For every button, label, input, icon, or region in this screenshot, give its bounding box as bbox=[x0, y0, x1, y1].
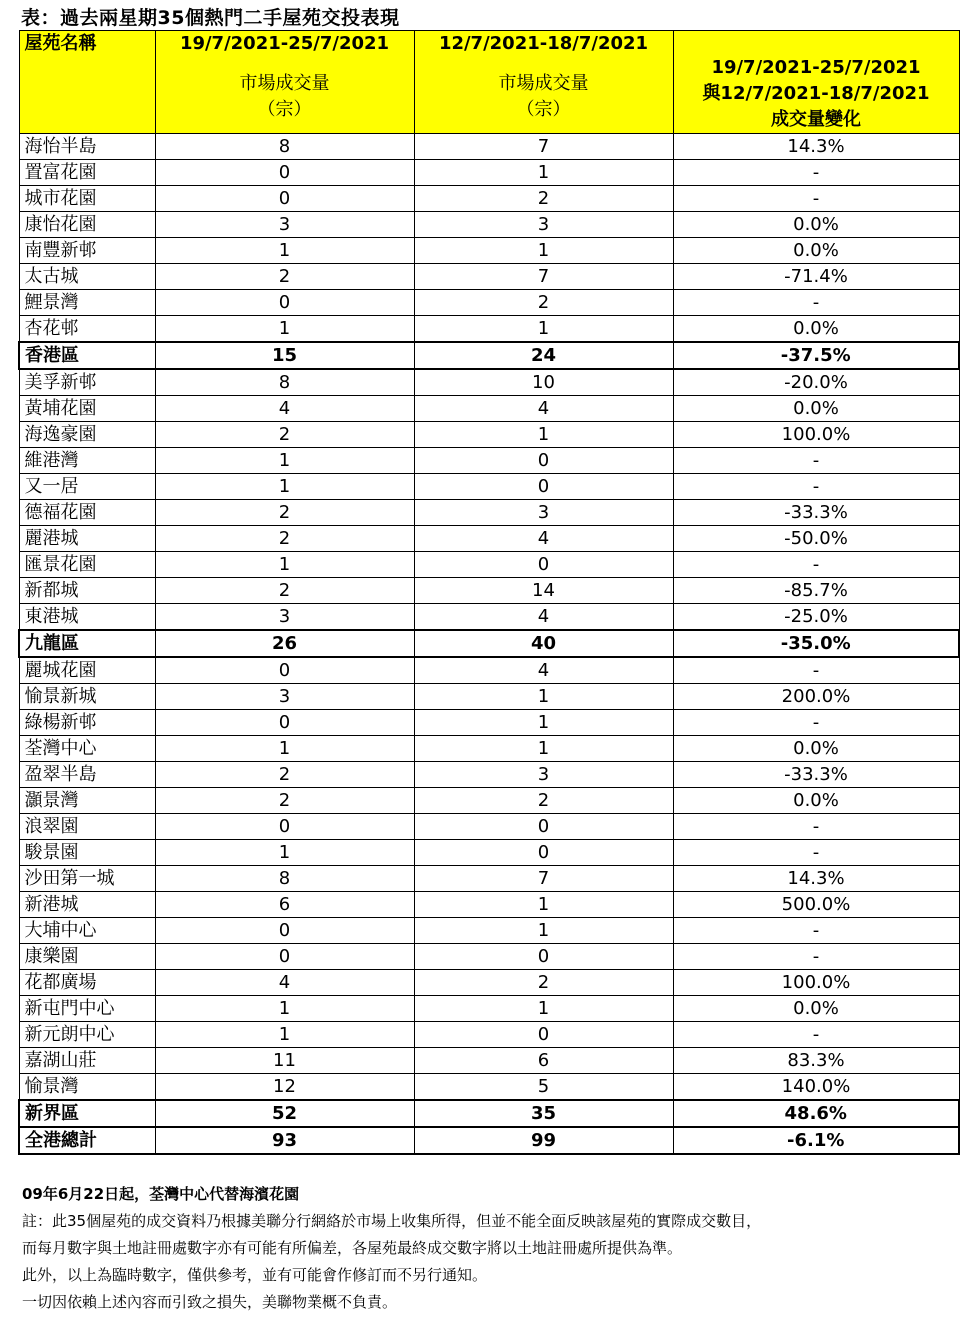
change-cell: -20.0% bbox=[673, 369, 959, 396]
table-row bbox=[19, 918, 959, 944]
change-cell: - bbox=[673, 474, 959, 500]
note-disclaimer-3: 此外，以上為臨時數字，僅供參考，並有可能會作修訂而不另行通知。 bbox=[22, 1266, 488, 1284]
change-cell: - bbox=[673, 918, 959, 944]
previous-volume-cell: 1 bbox=[414, 238, 673, 264]
table-body bbox=[19, 134, 959, 1155]
table-row bbox=[19, 396, 959, 422]
header-period-current bbox=[155, 31, 414, 134]
estate-name-cell: 全港總計 bbox=[19, 1127, 155, 1154]
current-volume-cell: 6 bbox=[155, 892, 414, 918]
change-cell: 14.3% bbox=[673, 134, 959, 160]
change-cell: -33.3% bbox=[673, 500, 959, 526]
table-row bbox=[19, 814, 959, 840]
transactions-table bbox=[18, 30, 960, 1155]
estate-name-cell: 香港區 bbox=[19, 342, 155, 369]
estate-name-cell: 城市花園 bbox=[19, 186, 155, 212]
change-cell: - bbox=[673, 160, 959, 186]
change-cell: - bbox=[673, 944, 959, 970]
change-cell: 14.3% bbox=[673, 866, 959, 892]
previous-volume-cell: 0 bbox=[414, 944, 673, 970]
change-cell: 0.0% bbox=[673, 996, 959, 1022]
table-row bbox=[19, 500, 959, 526]
estate-name-cell: 綠楊新邨 bbox=[19, 710, 155, 736]
previous-volume-cell: 2 bbox=[414, 290, 673, 316]
estate-name-cell: 盈翠半島 bbox=[19, 762, 155, 788]
table-row bbox=[19, 552, 959, 578]
change-cell: - bbox=[673, 814, 959, 840]
estate-name-cell: 又一居 bbox=[19, 474, 155, 500]
previous-volume-cell: 7 bbox=[414, 866, 673, 892]
previous-volume-cell: 99 bbox=[414, 1127, 673, 1154]
previous-volume-cell: 1 bbox=[414, 918, 673, 944]
change-cell: - bbox=[673, 657, 959, 684]
footnotes bbox=[22, 1181, 761, 1316]
estate-name-cell: 浪翠園 bbox=[19, 814, 155, 840]
change-cell: 100.0% bbox=[673, 422, 959, 448]
previous-volume-cell: 1 bbox=[414, 996, 673, 1022]
header-period-current-dates: 19/7/2021-25/7/2021 bbox=[179, 33, 390, 54]
current-volume-cell: 2 bbox=[155, 762, 414, 788]
header-period-previous bbox=[414, 31, 673, 134]
previous-volume-cell: 10 bbox=[414, 369, 673, 396]
note-replacement: 09年6月22日起，荃灣中心代替海濱花園 bbox=[22, 1185, 300, 1203]
estate-name-cell: 愉景灣 bbox=[19, 1074, 155, 1101]
estate-name-cell: 維港灣 bbox=[19, 448, 155, 474]
estate-name-cell: 新界區 bbox=[19, 1100, 155, 1127]
change-cell: 0.0% bbox=[673, 238, 959, 264]
current-volume-cell: 0 bbox=[155, 710, 414, 736]
change-cell: - bbox=[673, 448, 959, 474]
table-row bbox=[19, 160, 959, 186]
previous-volume-cell: 2 bbox=[414, 788, 673, 814]
change-cell: -25.0% bbox=[673, 604, 959, 631]
subtotal-row bbox=[19, 342, 959, 369]
change-cell: - bbox=[673, 710, 959, 736]
change-cell: 0.0% bbox=[673, 788, 959, 814]
previous-volume-cell: 0 bbox=[414, 474, 673, 500]
previous-volume-cell: 7 bbox=[414, 264, 673, 290]
table-row bbox=[19, 422, 959, 448]
previous-volume-cell: 14 bbox=[414, 578, 673, 604]
current-volume-cell: 26 bbox=[155, 630, 414, 657]
header-change-line2: 與12/7/2021-18/7/2021 bbox=[702, 83, 930, 104]
estate-name-cell: 東港城 bbox=[19, 604, 155, 631]
previous-volume-cell: 4 bbox=[414, 526, 673, 552]
change-cell: 0.0% bbox=[673, 212, 959, 238]
header-unit-previous: （宗） bbox=[516, 99, 571, 120]
estate-name-cell: 沙田第一城 bbox=[19, 866, 155, 892]
estate-name-cell: 新都城 bbox=[19, 578, 155, 604]
estate-name-cell: 黃埔花園 bbox=[19, 396, 155, 422]
table-row bbox=[19, 684, 959, 710]
current-volume-cell: 1 bbox=[155, 736, 414, 762]
previous-volume-cell: 4 bbox=[414, 604, 673, 631]
previous-volume-cell: 7 bbox=[414, 134, 673, 160]
current-volume-cell: 1 bbox=[155, 996, 414, 1022]
change-cell: - bbox=[673, 1022, 959, 1048]
table-header bbox=[19, 31, 959, 134]
current-volume-cell: 8 bbox=[155, 866, 414, 892]
current-volume-cell: 1 bbox=[155, 448, 414, 474]
estate-name-cell: 新屯門中心 bbox=[19, 996, 155, 1022]
estate-name-cell: 鯉景灣 bbox=[19, 290, 155, 316]
current-volume-cell: 4 bbox=[155, 396, 414, 422]
current-volume-cell: 12 bbox=[155, 1074, 414, 1101]
current-volume-cell: 2 bbox=[155, 578, 414, 604]
change-cell: - bbox=[673, 552, 959, 578]
estate-name-cell: 灝景灣 bbox=[19, 788, 155, 814]
change-cell: 140.0% bbox=[673, 1074, 959, 1101]
current-volume-cell: 0 bbox=[155, 918, 414, 944]
estate-name-cell: 海怡半島 bbox=[19, 134, 155, 160]
previous-volume-cell: 0 bbox=[414, 552, 673, 578]
estate-name-cell: 嘉湖山莊 bbox=[19, 1048, 155, 1074]
estate-name-cell: 駿景園 bbox=[19, 840, 155, 866]
table-row bbox=[19, 264, 959, 290]
current-volume-cell: 1 bbox=[155, 474, 414, 500]
current-volume-cell: 0 bbox=[155, 814, 414, 840]
subtotal-row bbox=[19, 1100, 959, 1127]
estate-name-cell: 新元朗中心 bbox=[19, 1022, 155, 1048]
previous-volume-cell: 1 bbox=[414, 892, 673, 918]
change-cell: 48.6% bbox=[673, 1100, 959, 1127]
table-row bbox=[19, 1022, 959, 1048]
current-volume-cell: 0 bbox=[155, 290, 414, 316]
previous-volume-cell: 35 bbox=[414, 1100, 673, 1127]
table-row bbox=[19, 866, 959, 892]
table-row bbox=[19, 578, 959, 604]
previous-volume-cell: 1 bbox=[414, 160, 673, 186]
previous-volume-cell: 2 bbox=[414, 186, 673, 212]
table-row bbox=[19, 1048, 959, 1074]
estate-name-cell: 大埔中心 bbox=[19, 918, 155, 944]
current-volume-cell: 1 bbox=[155, 552, 414, 578]
previous-volume-cell: 0 bbox=[414, 448, 673, 474]
current-volume-cell: 93 bbox=[155, 1127, 414, 1154]
current-volume-cell: 2 bbox=[155, 788, 414, 814]
estate-name-cell: 康怡花園 bbox=[19, 212, 155, 238]
header-change-line3: 成交量變化 bbox=[771, 109, 861, 130]
previous-volume-cell: 5 bbox=[414, 1074, 673, 1101]
table-row bbox=[19, 316, 959, 343]
previous-volume-cell: 1 bbox=[414, 316, 673, 343]
table-row bbox=[19, 526, 959, 552]
estate-name-cell: 德福花園 bbox=[19, 500, 155, 526]
previous-volume-cell: 1 bbox=[414, 422, 673, 448]
estate-name-cell: 愉景新城 bbox=[19, 684, 155, 710]
table-row bbox=[19, 657, 959, 684]
current-volume-cell: 1 bbox=[155, 1022, 414, 1048]
table-row bbox=[19, 710, 959, 736]
current-volume-cell: 0 bbox=[155, 160, 414, 186]
table-row bbox=[19, 840, 959, 866]
table-row bbox=[19, 448, 959, 474]
current-volume-cell: 3 bbox=[155, 604, 414, 631]
table-row bbox=[19, 134, 959, 160]
table-row bbox=[19, 762, 959, 788]
change-cell: 200.0% bbox=[673, 684, 959, 710]
change-cell: -37.5% bbox=[673, 342, 959, 369]
previous-volume-cell: 0 bbox=[414, 1022, 673, 1048]
table-row bbox=[19, 290, 959, 316]
current-volume-cell: 1 bbox=[155, 316, 414, 343]
header-estate-name: 屋苑名稱 bbox=[19, 31, 155, 134]
table-row bbox=[19, 736, 959, 762]
previous-volume-cell: 6 bbox=[414, 1048, 673, 1074]
header-volume-label-previous: 市場成交量 bbox=[498, 73, 589, 94]
estate-name-cell: 新港城 bbox=[19, 892, 155, 918]
previous-volume-cell: 4 bbox=[414, 657, 673, 684]
change-cell: - bbox=[673, 186, 959, 212]
previous-volume-cell: 1 bbox=[414, 684, 673, 710]
header-period-previous-dates: 12/7/2021-18/7/2021 bbox=[438, 33, 649, 54]
current-volume-cell: 3 bbox=[155, 212, 414, 238]
table-row bbox=[19, 212, 959, 238]
estate-name-cell: 花都廣場 bbox=[19, 970, 155, 996]
change-cell: -35.0% bbox=[673, 630, 959, 657]
change-cell: - bbox=[673, 290, 959, 316]
table-row bbox=[19, 996, 959, 1022]
table-row bbox=[19, 788, 959, 814]
table-row bbox=[19, 186, 959, 212]
change-cell: -50.0% bbox=[673, 526, 959, 552]
current-volume-cell: 2 bbox=[155, 264, 414, 290]
current-volume-cell: 3 bbox=[155, 684, 414, 710]
estate-name-cell: 麗城花園 bbox=[19, 657, 155, 684]
table-row bbox=[19, 369, 959, 396]
previous-volume-cell: 3 bbox=[414, 212, 673, 238]
previous-volume-cell: 3 bbox=[414, 762, 673, 788]
estate-name-cell: 荃灣中心 bbox=[19, 736, 155, 762]
table-row bbox=[19, 970, 959, 996]
current-volume-cell: 4 bbox=[155, 970, 414, 996]
table-row bbox=[19, 238, 959, 264]
current-volume-cell: 8 bbox=[155, 134, 414, 160]
subtotal-row bbox=[19, 1127, 959, 1154]
current-volume-cell: 11 bbox=[155, 1048, 414, 1074]
previous-volume-cell: 3 bbox=[414, 500, 673, 526]
current-volume-cell: 8 bbox=[155, 369, 414, 396]
note-disclaimer-4: 一切因依賴上述內容而引致之損失，美聯物業概不負責。 bbox=[22, 1293, 398, 1311]
current-volume-cell: 15 bbox=[155, 342, 414, 369]
table-row bbox=[19, 892, 959, 918]
header-volume-label-current: 市場成交量 bbox=[239, 73, 330, 94]
current-volume-cell: 2 bbox=[155, 422, 414, 448]
change-cell: 0.0% bbox=[673, 736, 959, 762]
previous-volume-cell: 2 bbox=[414, 970, 673, 996]
table-row bbox=[19, 944, 959, 970]
change-cell: -85.7% bbox=[673, 578, 959, 604]
current-volume-cell: 2 bbox=[155, 500, 414, 526]
estate-name-cell: 美孚新邨 bbox=[19, 369, 155, 396]
change-cell: 83.3% bbox=[673, 1048, 959, 1074]
previous-volume-cell: 1 bbox=[414, 710, 673, 736]
current-volume-cell: 1 bbox=[155, 840, 414, 866]
previous-volume-cell: 24 bbox=[414, 342, 673, 369]
note-disclaimer-1: 註：此35個屋苑的成交資料乃根據美聯分行網絡於市場上收集所得，但並不能全面反映該屋苑的實際成交數目， bbox=[22, 1212, 762, 1230]
header-change-line1: 19/7/2021-25/7/2021 bbox=[711, 57, 921, 78]
table-title: 表：過去兩星期35個熱門二手屋苑交投表現 bbox=[21, 7, 400, 29]
estate-name-cell: 太古城 bbox=[19, 264, 155, 290]
current-volume-cell: 0 bbox=[155, 944, 414, 970]
change-cell: -33.3% bbox=[673, 762, 959, 788]
table-row bbox=[19, 1074, 959, 1101]
estate-name-cell: 置富花園 bbox=[19, 160, 155, 186]
change-cell: 0.0% bbox=[673, 396, 959, 422]
estate-name-cell: 九龍區 bbox=[19, 630, 155, 657]
current-volume-cell: 0 bbox=[155, 186, 414, 212]
table-row bbox=[19, 474, 959, 500]
estate-name-cell: 杏花邨 bbox=[19, 316, 155, 343]
subtotal-row bbox=[19, 630, 959, 657]
change-cell: -6.1% bbox=[673, 1127, 959, 1154]
previous-volume-cell: 0 bbox=[414, 840, 673, 866]
estate-name-cell: 匯景花園 bbox=[19, 552, 155, 578]
current-volume-cell: 1 bbox=[155, 238, 414, 264]
header-change bbox=[673, 31, 959, 134]
current-volume-cell: 0 bbox=[155, 657, 414, 684]
previous-volume-cell: 4 bbox=[414, 396, 673, 422]
change-cell: -71.4% bbox=[673, 264, 959, 290]
current-volume-cell: 52 bbox=[155, 1100, 414, 1127]
table-row bbox=[19, 604, 959, 631]
change-cell: 0.0% bbox=[673, 316, 959, 343]
previous-volume-cell: 0 bbox=[414, 814, 673, 840]
estate-name-cell: 康樂園 bbox=[19, 944, 155, 970]
change-cell: - bbox=[673, 840, 959, 866]
estate-name-cell: 南豐新邨 bbox=[19, 238, 155, 264]
estate-name-cell: 麗港城 bbox=[19, 526, 155, 552]
change-cell: 500.0% bbox=[673, 892, 959, 918]
header-unit-current: （宗） bbox=[257, 99, 312, 120]
current-volume-cell: 2 bbox=[155, 526, 414, 552]
previous-volume-cell: 1 bbox=[414, 736, 673, 762]
previous-volume-cell: 40 bbox=[414, 630, 673, 657]
change-cell: 100.0% bbox=[673, 970, 959, 996]
note-disclaimer-2: 而每月數字與土地註冊處數字亦有可能有所偏差，各屋苑最終成交數字將以土地註冊處所提供為準。 bbox=[22, 1239, 683, 1257]
estate-name-cell: 海逸豪園 bbox=[19, 422, 155, 448]
